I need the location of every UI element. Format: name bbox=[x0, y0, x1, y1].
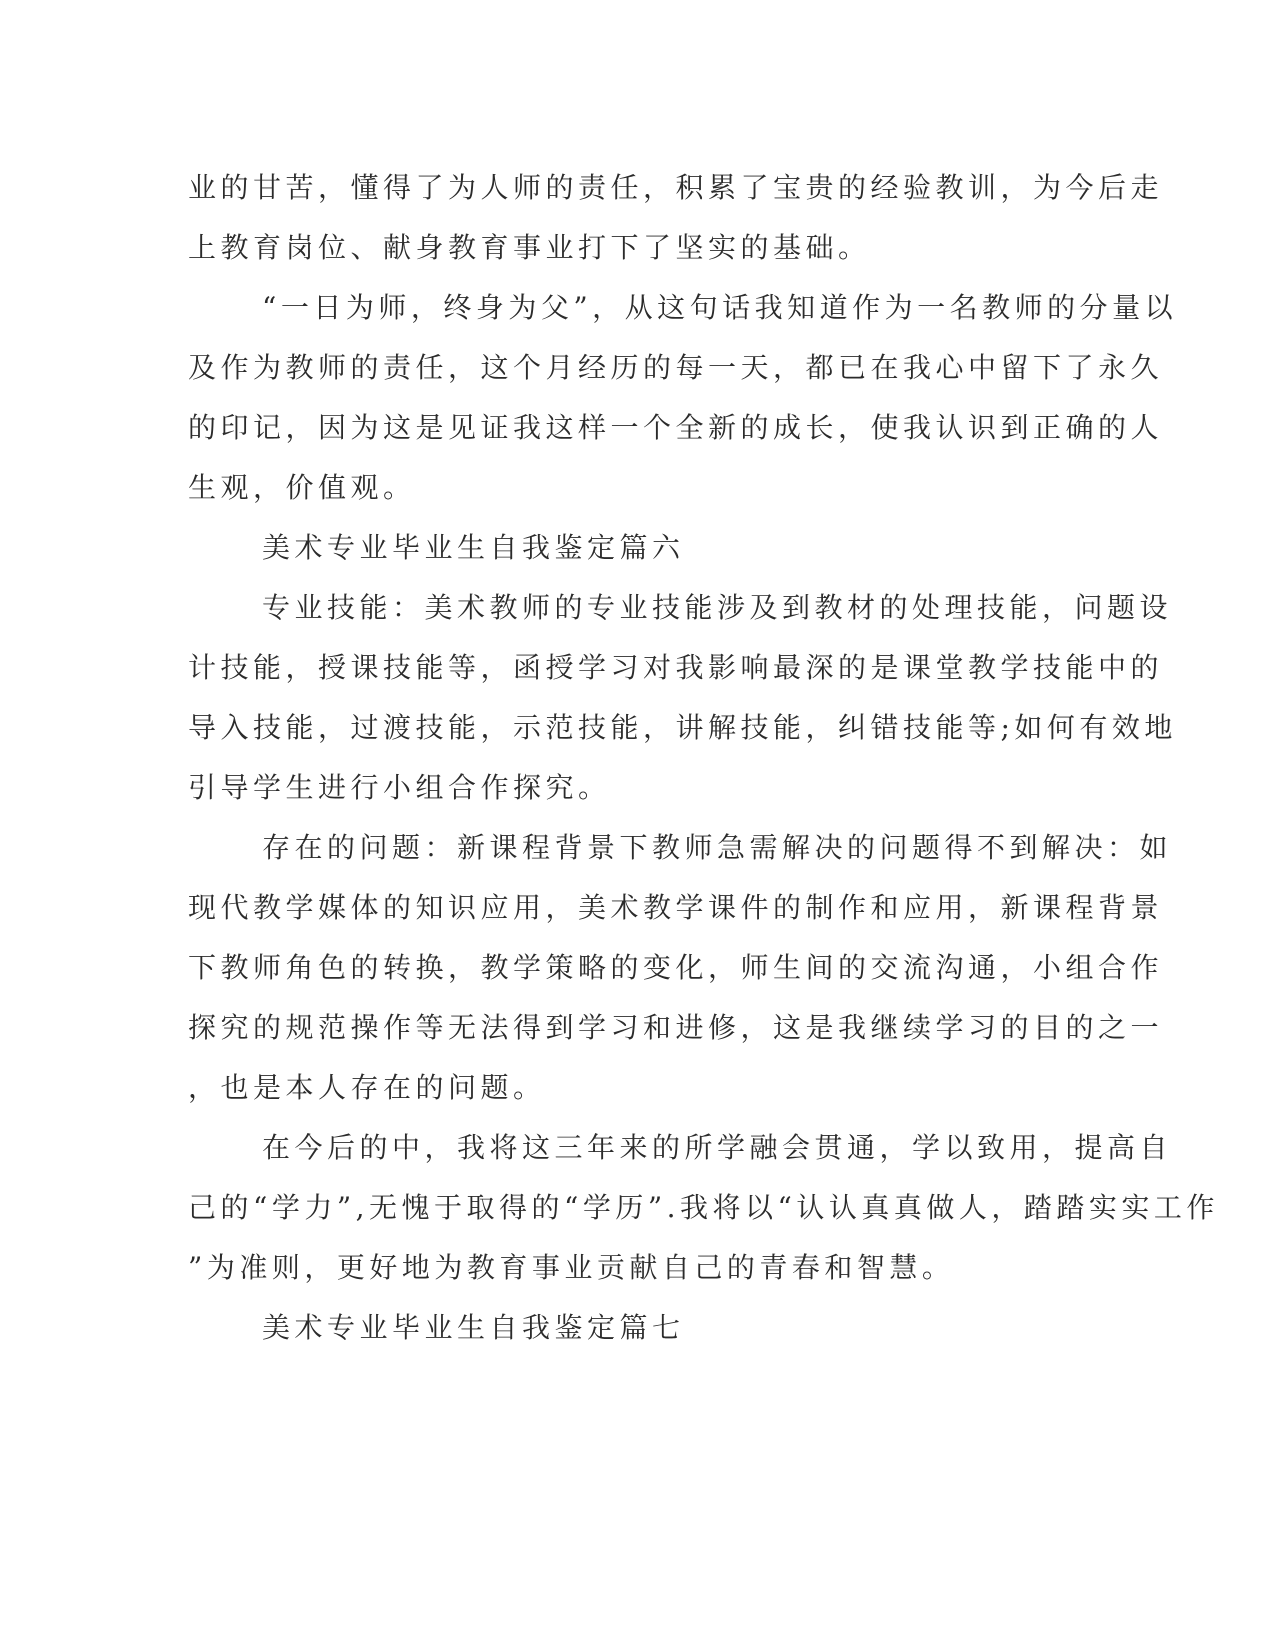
text-line: 生观，价值观。 bbox=[188, 471, 416, 504]
text-line: 现代教学媒体的知识应用，美术教学课件的制作和应用，新课程背景 bbox=[188, 891, 1164, 924]
text-line: 计技能，授课技能等，函授学习对我影响最深的是课堂教学技能中的 bbox=[188, 651, 1164, 684]
text-line: 下教师角色的转换，教学策略的变化，师生间的交流沟通，小组合作 bbox=[188, 951, 1164, 984]
text-line: 引导学生进行小组合作探究。 bbox=[188, 771, 611, 804]
text-line: 上教育岗位、献身教育事业打下了坚实的基础。 bbox=[188, 231, 871, 264]
paragraph-start-line: 在今后的中，我将这三年来的所学融会贯通，学以致用，提高自 bbox=[262, 1131, 1173, 1164]
text-line: 的印记，因为这是见证我这样一个全新的成长，使我认识到正确的人 bbox=[188, 411, 1164, 444]
section-heading: 美术专业毕业生自我鉴定篇七 bbox=[262, 1311, 685, 1344]
text-line: 己的“学力”,无愧于取得的“学历”.我将以“认认真真做人，踏踏实实工作 bbox=[188, 1191, 1219, 1224]
section-heading: 美术专业毕业生自我鉴定篇六 bbox=[262, 531, 685, 564]
paragraph-start-line: “一日为师，终身为父”，从这句话我知道作为一名教师的分量以 bbox=[262, 291, 1178, 324]
text-line: 导入技能，过渡技能，示范技能，讲解技能，纠错技能等;如何有效地 bbox=[188, 711, 1177, 744]
text-line: 探究的规范操作等无法得到学习和进修，这是我继续学习的目的之一 bbox=[188, 1011, 1164, 1044]
text-line: 及作为教师的责任，这个月经历的每一天，都已在我心中留下了永久 bbox=[188, 351, 1164, 384]
text-line: 业的甘苦，懂得了为人师的责任，积累了宝贵的经验教训，为今后走 bbox=[188, 171, 1164, 204]
paragraph-start-line: 存在的问题：新课程背景下教师急需解决的问题得不到解决：如 bbox=[262, 831, 1173, 864]
document-body bbox=[188, 158, 1219, 1358]
paragraph-start-line: 专业技能：美术教师的专业技能涉及到教材的处理技能，问题设 bbox=[262, 591, 1173, 624]
text-line: ，也是本人存在的问题。 bbox=[188, 1071, 546, 1104]
text-line: ”为准则，更好地为教育事业贡献自己的青春和智慧。 bbox=[188, 1251, 955, 1284]
